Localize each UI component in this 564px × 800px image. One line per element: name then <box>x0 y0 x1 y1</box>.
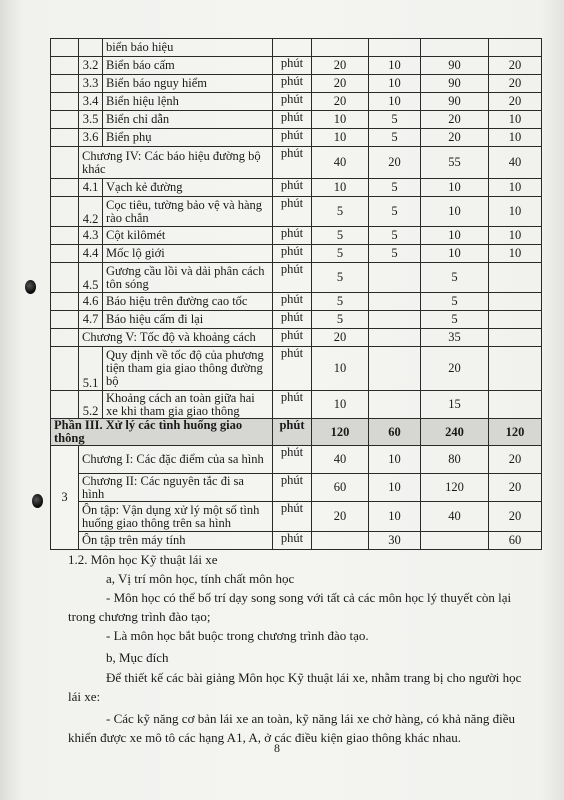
unit-cell: phút <box>273 293 312 311</box>
table-row <box>51 532 542 550</box>
outer-index-cell <box>51 75 79 93</box>
value-cell: 20 <box>312 75 369 93</box>
value-cell: 5 <box>312 311 369 329</box>
unit-cell: phút <box>273 419 312 446</box>
value-cell <box>421 532 489 550</box>
table-row <box>51 57 542 75</box>
value-cell: 20 <box>312 93 369 111</box>
value-cell: 20 <box>369 147 421 179</box>
item-name-cell: Khoảng cách an toàn giữa hai xe khi tham gia giao thông <box>103 391 273 419</box>
table-row <box>51 502 542 532</box>
value-cell: 5 <box>369 129 421 147</box>
item-name-cell: biển báo hiệu <box>103 39 273 57</box>
value-cell: 5 <box>369 179 421 197</box>
unit-cell <box>273 39 312 57</box>
paragraph-line: khiển được xe mô tô các hạng A1, A, ở các điều kiện giao thông khác nhau. <box>68 730 461 745</box>
outer-index-cell <box>51 227 79 245</box>
value-cell: 20 <box>421 129 489 147</box>
paragraph-line: trong chương trình đào tạo; <box>68 609 211 624</box>
table-row <box>51 129 542 147</box>
value-cell <box>369 293 421 311</box>
item-number-cell: 3.4 <box>79 93 103 111</box>
value-cell: 30 <box>369 532 421 550</box>
table-row <box>51 245 542 263</box>
item-number-cell: 4.5 <box>79 263 103 293</box>
value-cell: 5 <box>421 293 489 311</box>
value-cell: 10 <box>421 245 489 263</box>
unit-cell: phút <box>273 227 312 245</box>
value-cell: 10 <box>312 129 369 147</box>
outer-index-cell <box>51 93 79 111</box>
paragraph-line: lái xe: <box>68 689 101 704</box>
value-cell: 5 <box>369 197 421 227</box>
value-cell: 10 <box>369 57 421 75</box>
table-row <box>51 293 542 311</box>
value-cell: 20 <box>489 75 542 93</box>
item-number-cell: 3.3 <box>79 75 103 93</box>
paragraph-line: - Là môn học bắt buộc trong chương trình đào tạo. <box>106 628 369 643</box>
paragraph-line: - Các kỹ năng cơ bản lái xe an toàn, kỹ năng lái xe chở hàng, có khả năng điều <box>106 711 516 726</box>
chapter-name-cell: Chương IV: Các báo hiệu đường bộ khác <box>79 147 273 179</box>
value-cell: 5 <box>369 111 421 129</box>
unit-cell: phút <box>273 245 312 263</box>
item-name-cell: Cọc tiêu, tường bảo vệ và hàng rào chắn <box>103 197 273 227</box>
item-name-cell: Biển chỉ dẫn <box>103 111 273 129</box>
item-name-cell: Vạch kẻ đường <box>103 179 273 197</box>
page-number: 8 <box>274 741 280 755</box>
table-row <box>51 419 542 446</box>
item-number-cell: 3.2 <box>79 57 103 75</box>
outer-index-cell <box>51 347 79 391</box>
outer-index-cell <box>51 129 79 147</box>
outer-index-cell <box>51 245 79 263</box>
item-number-cell: 4.7 <box>79 311 103 329</box>
value-cell: 10 <box>489 197 542 227</box>
value-cell: 40 <box>489 147 542 179</box>
value-cell: 20 <box>421 347 489 391</box>
unit-cell: phút <box>273 179 312 197</box>
value-cell <box>369 329 421 347</box>
item-name-cell: Chương I: Các đặc điểm của sa hình <box>79 446 273 474</box>
value-cell: 120 <box>489 419 542 446</box>
value-cell: 5 <box>369 227 421 245</box>
item-number-cell: 3.6 <box>79 129 103 147</box>
section-heading: 1.2. Môn học Kỹ thuật lái xe <box>68 552 218 567</box>
value-cell: 5 <box>312 263 369 293</box>
table-row <box>51 147 542 179</box>
value-cell <box>312 532 369 550</box>
value-cell: 60 <box>312 474 369 502</box>
value-cell: 10 <box>369 446 421 474</box>
unit-cell: phút <box>273 129 312 147</box>
value-cell: 90 <box>421 57 489 75</box>
unit-cell: phút <box>273 147 312 179</box>
unit-cell: phút <box>273 111 312 129</box>
unit-cell: phút <box>273 57 312 75</box>
unit-cell: phút <box>273 347 312 391</box>
value-cell: 15 <box>421 391 489 419</box>
value-cell: 10 <box>369 75 421 93</box>
item-number-cell: 4.4 <box>79 245 103 263</box>
table-row <box>51 263 542 293</box>
unit-cell: phút <box>273 329 312 347</box>
outer-index-cell <box>51 179 79 197</box>
table-row <box>51 75 542 93</box>
value-cell: 10 <box>312 347 369 391</box>
value-cell: 60 <box>369 419 421 446</box>
value-cell: 10 <box>489 227 542 245</box>
outer-index-cell <box>51 263 79 293</box>
item-number-cell: 5.1 <box>79 347 103 391</box>
item-name-cell: Mốc lộ giới <box>103 245 273 263</box>
outer-index-cell <box>51 57 79 75</box>
value-cell: 20 <box>489 93 542 111</box>
value-cell <box>369 391 421 419</box>
paragraph-line: - Môn học có thể bố trí dạy song song với tất cả các môn học lý thuyết còn lại <box>106 590 512 605</box>
value-cell: 10 <box>421 179 489 197</box>
value-cell: 5 <box>312 197 369 227</box>
section-name-cell: Phần III. Xử lý các tình huống giao thông <box>51 419 273 446</box>
value-cell: 20 <box>489 502 542 532</box>
unit-cell: phút <box>273 446 312 474</box>
value-cell: 20 <box>421 111 489 129</box>
value-cell <box>489 391 542 419</box>
value-cell: 10 <box>312 391 369 419</box>
value-cell: 20 <box>312 329 369 347</box>
value-cell: 5 <box>312 293 369 311</box>
item-name-cell: Biển báo nguy hiểm <box>103 75 273 93</box>
value-cell: 80 <box>421 446 489 474</box>
outer-index-cell <box>51 39 79 57</box>
value-cell: 20 <box>489 474 542 502</box>
value-cell <box>369 263 421 293</box>
item-name-cell: Biển hiệu lệnh <box>103 93 273 111</box>
value-cell: 10 <box>369 474 421 502</box>
value-cell: 10 <box>369 502 421 532</box>
value-cell: 10 <box>421 227 489 245</box>
item-name-cell: Cột kilômét <box>103 227 273 245</box>
value-cell <box>489 347 542 391</box>
table-row <box>51 197 542 227</box>
value-cell <box>312 39 369 57</box>
value-cell <box>489 329 542 347</box>
value-cell <box>369 347 421 391</box>
value-cell: 20 <box>489 57 542 75</box>
unit-cell: phút <box>273 263 312 293</box>
table-row <box>51 446 542 474</box>
table-row <box>51 391 542 419</box>
outer-index-cell <box>51 391 79 419</box>
unit-cell: phút <box>273 197 312 227</box>
value-cell: 10 <box>489 129 542 147</box>
table-row <box>51 329 542 347</box>
part-number-cell: 3 <box>51 446 79 550</box>
value-cell: 90 <box>421 93 489 111</box>
table-row <box>51 93 542 111</box>
item-number-cell <box>79 39 103 57</box>
value-cell: 40 <box>312 147 369 179</box>
item-number-cell: 3.5 <box>79 111 103 129</box>
value-cell: 55 <box>421 147 489 179</box>
value-cell <box>369 311 421 329</box>
value-cell: 10 <box>489 245 542 263</box>
value-cell: 60 <box>489 532 542 550</box>
unit-cell: phút <box>273 311 312 329</box>
paragraph-line: Để thiết kế các bài giảng Môn học Kỹ thuật lái xe, nhằm trang bị cho người học <box>106 670 522 685</box>
table-row <box>51 311 542 329</box>
item-name-cell: Báo hiệu trên đường cao tốc <box>103 293 273 311</box>
item-number-cell: 5.2 <box>79 391 103 419</box>
value-cell <box>421 39 489 57</box>
unit-cell: phút <box>273 93 312 111</box>
value-cell: 120 <box>312 419 369 446</box>
value-cell: 5 <box>369 245 421 263</box>
outer-index-cell <box>51 111 79 129</box>
table-row <box>51 474 542 502</box>
value-cell: 10 <box>312 179 369 197</box>
chapter-name-cell: Chương V: Tốc độ và khoảng cách <box>79 329 273 347</box>
outer-index-cell <box>51 293 79 311</box>
unit-cell: phút <box>273 474 312 502</box>
item-number-cell: 4.2 <box>79 197 103 227</box>
value-cell: 5 <box>421 311 489 329</box>
table-row <box>51 347 542 391</box>
value-cell: 240 <box>421 419 489 446</box>
item-name-cell: Gương cầu lồi và dải phân cách tôn sóng <box>103 263 273 293</box>
item-name-cell: Biển phụ <box>103 129 273 147</box>
value-cell: 90 <box>421 75 489 93</box>
value-cell: 20 <box>312 57 369 75</box>
punch-hole <box>32 494 43 508</box>
value-cell <box>369 39 421 57</box>
unit-cell: phút <box>273 391 312 419</box>
value-cell: 5 <box>312 227 369 245</box>
value-cell: 40 <box>312 446 369 474</box>
syllabus-table <box>50 38 542 550</box>
value-cell <box>489 293 542 311</box>
unit-cell: phút <box>273 532 312 550</box>
value-cell: 40 <box>421 502 489 532</box>
table-row <box>51 39 542 57</box>
value-cell <box>489 311 542 329</box>
value-cell: 35 <box>421 329 489 347</box>
item-name-cell: Báo hiệu cấm đi lại <box>103 311 273 329</box>
value-cell: 10 <box>312 111 369 129</box>
punch-hole <box>25 280 36 294</box>
value-cell: 5 <box>421 263 489 293</box>
value-cell: 120 <box>421 474 489 502</box>
value-cell: 10 <box>489 111 542 129</box>
item-name-cell: Ôn tập trên máy tính <box>79 532 273 550</box>
outer-index-cell <box>51 329 79 347</box>
value-cell: 10 <box>489 179 542 197</box>
outer-index-cell <box>51 197 79 227</box>
value-cell: 20 <box>489 446 542 474</box>
value-cell: 10 <box>421 197 489 227</box>
item-number-cell: 4.6 <box>79 293 103 311</box>
value-cell: 20 <box>312 502 369 532</box>
table-row <box>51 227 542 245</box>
subsection-heading: a, Vị trí môn học, tính chất môn học <box>106 571 295 586</box>
table-row <box>51 179 542 197</box>
unit-cell: phút <box>273 502 312 532</box>
value-cell <box>489 263 542 293</box>
subsection-heading: b, Mục đích <box>106 650 169 665</box>
outer-index-cell <box>51 147 79 179</box>
value-cell: 10 <box>369 93 421 111</box>
item-number-cell: 4.3 <box>79 227 103 245</box>
item-name-cell: Ôn tập: Vận dụng xử lý một số tình huống giao thông trên sa hình <box>79 502 273 532</box>
item-name-cell: Quy định về tốc độ của phương tiện tham gia giao thông đường bộ <box>103 347 273 391</box>
table-row <box>51 111 542 129</box>
outer-index-cell <box>51 311 79 329</box>
value-cell: 5 <box>312 245 369 263</box>
item-name-cell: Biển báo cấm <box>103 57 273 75</box>
item-name-cell: Chương II: Các nguyên tắc đi sa hình <box>79 474 273 502</box>
unit-cell: phút <box>273 75 312 93</box>
value-cell <box>489 39 542 57</box>
item-number-cell: 4.1 <box>79 179 103 197</box>
